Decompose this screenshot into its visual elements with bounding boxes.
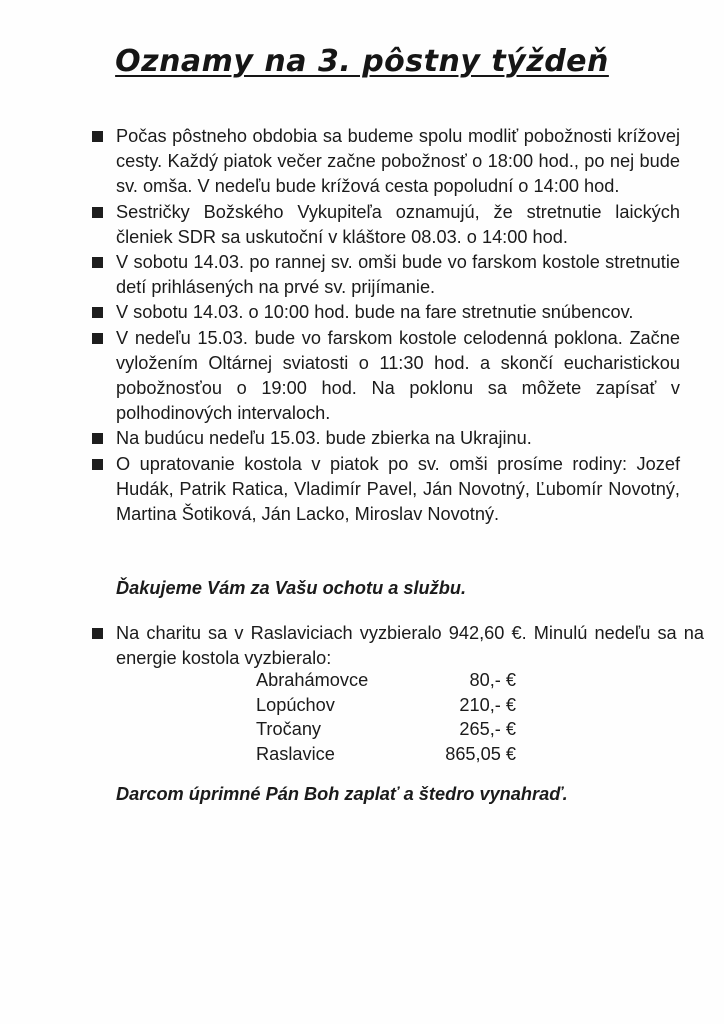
announcement-text: V nedeľu 15.03. bude vo farskom kostole celodenná poklona. Začne vyložením Oltárnej sviatosti o 11:30 hod. a skončí eucharistickou pobožnosťou o 19:00 hod. Na poklonu sa môžete zapísať v polhodinových intervaloch.: [116, 327, 680, 424]
square-bullet-icon: [92, 333, 103, 344]
square-bullet-icon: [92, 433, 103, 444]
square-bullet-icon: [92, 459, 103, 470]
collection-amount: 210,- €: [459, 694, 516, 715]
square-bullet-icon: [92, 628, 103, 639]
announcement-item: [92, 326, 680, 427]
collection-row: [256, 717, 516, 742]
charity-announcement: [92, 621, 704, 671]
collection-place: Abrahámovce: [256, 670, 369, 690]
announcement-text: V sobotu 14.03. o 10:00 hod. bude na fare stretnutie snúbencov.: [116, 302, 634, 323]
announcement-item: [92, 200, 680, 250]
collections-table: [256, 668, 516, 766]
announcement-text: O upratovanie kostola v piatok po sv. omši prosíme rodiny: Jozef Hudák, Patrik Ratica, Vladimír Pavel, Ján Novotný, Ľubomír Novotný, Martina Šotiková, Ján Lacko, Miroslav Novotný.: [116, 453, 680, 525]
announcement-text: V sobotu 14.03. po rannej sv. omši bude vo farskom kostole stretnutie detí prihlásených na prvé sv. prijímanie.: [116, 252, 680, 298]
announcement-item: [92, 300, 680, 325]
square-bullet-icon: [92, 257, 103, 268]
charity-text: Na charitu sa v Raslaviciach vyzbieralo 942,60 €. Minulú nedeľu sa na energie kostola vyzbieralo:: [116, 623, 704, 669]
announcement-list: [92, 124, 680, 527]
announcement-text: Na budúcu nedeľu 15.03. bude zbierka na Ukrajinu.: [116, 428, 532, 449]
collection-row: [256, 742, 516, 767]
announcement-item: [92, 250, 680, 300]
square-bullet-icon: [92, 207, 103, 218]
collection-amount: 865,05 €: [445, 743, 516, 764]
square-bullet-icon: [92, 131, 103, 142]
announcement-item: [92, 452, 680, 528]
collection-place: Tročany: [256, 719, 322, 740]
announcement-item: [92, 124, 680, 200]
announcement-item: [92, 426, 680, 451]
collection-place: Raslavice: [256, 743, 335, 764]
square-bullet-icon: [92, 307, 103, 318]
closing-blessing: Darcom úprimné Pán Boh zaplať a štedro vynahraď.: [116, 784, 568, 804]
collection-amount: 265,- €: [459, 719, 516, 740]
collection-amount: 80,- €: [469, 670, 516, 690]
page-title: [0, 44, 724, 79]
page-title-text: Oznamy na 3. pôstny týždeň: [115, 44, 609, 79]
thanks-note: Ďakujeme Vám za Vašu ochotu a službu.: [116, 578, 467, 598]
collection-place: Lopúchov: [256, 694, 335, 715]
collection-row: [256, 693, 516, 718]
announcement-text: Sestričky Božského Vykupiteľa oznamujú, že stretnutie laických členiek SDR sa uskutoční v kláštore 08.03. o 14:00 hod.: [116, 201, 680, 247]
collection-row: [256, 668, 516, 693]
announcement-text: Počas pôstneho obdobia sa budeme spolu modliť pobožnosti krížovej cesty. Každý piatok večer začne pobožnosť o 18:00 hod., po nej bude sv. omša. V nedeľu bude krížová cesta popoludní o 14:00 hod.: [116, 126, 680, 197]
